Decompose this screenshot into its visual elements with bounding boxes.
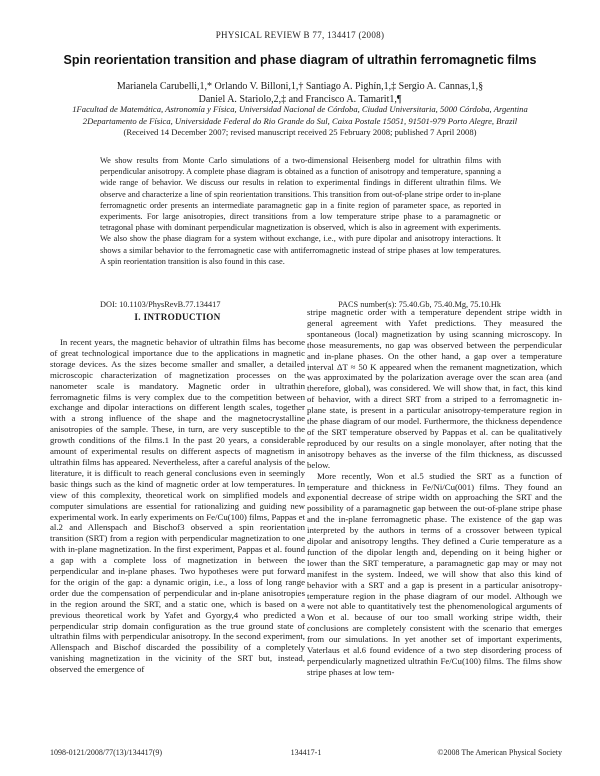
- abstract: We show results from Monte Carlo simulations of a two-dimensional Heisenberg model for ultrathin films with perpendicular anisotropy. A complete phase diagram is obtained as a function of anisotropy and temperature, spanning a wide range of behavior. We discuss our results in relation to experimental findings in different ultrathin films. We observe and characterize a line of spin reorientation transitions. This transition from out-of-plane stripe order to in-plane ferromagnetic order presents an intermediate paramagnetic gap in a finite region of parameter space, as reported in experiments. For large anisotropies, direct transitions from a low temperature stripe phase to a paramagnetic or tetragonal phase with dominant perpendicular magnetization is observed, which is also in agreement with experiments. We also show the phase diagram for a system without exchange, i.e., with pure dipolar and anisotropy interactions. It shows a similar behavior to the ferromagnetic case with antiferromagnetic instead of stripe phases at low temperatures. A spin reorientation transition is also found in this case.: [100, 156, 501, 266]
- journal-header: PHYSICAL REVIEW B 77, 134417 (2008): [215, 30, 385, 40]
- affiliation: 1Facultad de Matemática, Astronomía y Física, Universidad Nacional de Córdoba, Ciudad Universitaria, 5000 Córdoba, Argentina: [72, 104, 528, 114]
- author-line: Daniel A. Stariolo,2,‡ and Francisco A. Tamarit1,¶: [198, 94, 402, 105]
- body-paragraph: In recent years, the magnetic behavior of ultrathin films has become of great technological importance due to the applications in magnetic storage devices. As the sizes become smaller and smaller, a detailed microscopic characterization of magnetization processes on the nanometer scale is mandatory. Magnetic order in ultrathin ferromagnetic films is very complex due to the competition between exchange and dipolar interactions on different length scales, together with a strong influence of the shape and the magnetocrystalline anisotropies of the sample. These, in turn, are very susceptible to the growth conditions of the films.1 In the past 20 years, a considerable amount of experimental results on different aspects of magnetism in ultrathin films has appeared. Nevertheless, after a careful analysis of the literature, it is difficult to reach general conclusions even in seemingly basic things such as the kind of magnetic order at low temperatures. In view of this complexity, theoretical work on simplified models and computer simulations are essential for rationalizing and guiding new experimental work. In early experiments on Fe/Cu(100) films, Pappas et al.2 and Allenspach and Bischof3 observed a spin reorientation transition (SRT) from a region with perpendicular magnetization to one with in-plane magnetization. In the first experiment, Pappas et al. found a gap with a complete loss of magnetization in between the perpendicular and in-plane phases. Two hypotheses were put forward for the origin of the gap: a dynamic origin, i.e., a loss of long range order due the compensation of perpendicular and in-plane anisotropies in the region around the SRT, and a static one, which is based on a previous theoretical work by Yafet and Gyorgy,4 who predicted a perpendicular strip domain configuration as the true ground state of ultrathin films with perpendicular anisotropy. In the second experiment, Allenspach and Bischof discarded the possibility of a completely vanishing magnetization in the vicinity of the SRT but, instead, observed the emergence of: [50, 337, 305, 675]
- doi-link[interactable]: DOI: 10.1103/PhysRevB.77.134417: [100, 300, 221, 309]
- footer-code: 1098-0121/2008/77(13)/134417(9): [50, 748, 162, 757]
- author-list: [60, 80, 540, 106]
- author-line: Marianela Carubelli,1,* Orlando V. Billoni,1,† Santiago A. Pighín,1,‡ Sergio A. Cannas,1,§: [116, 81, 484, 92]
- section-heading: I. INTRODUCTION: [134, 312, 221, 322]
- right-column: [307, 307, 562, 678]
- affiliations: [40, 104, 560, 139]
- copyright: ©2008 The American Physical Society: [437, 748, 562, 757]
- body-paragraph: More recently, Won et al.5 studied the SRT as a function of temperature and thickness in Fe/Ni/Cu(001) films. They found an exponential decrease of stripe width on approaching the SRT and the possibility of a paramagnetic gap between the out-of-plane stripe phase and the in-plane ferromagnetic phase. The existence of the gap was interpreted by the authors in terms of a crossover between typical dipolar and anisotropy lengths. They defined a Curie temperature as a function of the dipolar length and, depending on it being higher or lower than the SRT temperature, a paramagnetic gap may or may not manifest in the system. Indeed, we will show that also this kind of behavior with a SRT and a gap is present in a particular anisotropy-temperature region in the phase diagram of our model. Although we were not able to quantitatively test the phenomenological arguments of Won et al. because of our too small working stripe width, their conclusions are completely consistent with the scenario that emerges from our simulations. In yet another set of important experiments, Vaterlaus et al.6 found evidence of a two step disordering process of perpendicularly magnetized ultrathin Fe/Cu(100) films. The films show stripe phases at low tem-: [307, 470, 562, 677]
- paper-title: Spin reorientation transition and phase diagram of ultrathin ferromagnetic films: [63, 53, 537, 67]
- affiliation: 2Departamento de Física, Universidade Federal do Rio Grande do Sul, Caixa Postale 15051, 91501-979 Porto Alegre, Brazil: [82, 115, 518, 126]
- body-paragraph: stripe magnetic order with a temperature dependent stripe width in general agreement with Yafet predictions. They measured the spontaneous (local) magnetization by using scanning microscopy. In those measurements, no gap was observed between the perpendicular and in-plane phases. On the other hand, a gap over a temperature interval ΔT ≈ 50 K appeared when the remanent magnetization, which was approximated by the polarization average over the scan area (and therefore, global), was considered. We will show that, in fact, this kind of behavior, with a direct SRT from a striped to a ferromagnetic in-plane state, is present in a particular anisotropy-temperature region in the phase diagram of our model. Furthermore, the thickness dependence of the SRT temperature observed by Pappas et al. can be qualitatively reproduced by our results on a single monolayer, after noting that the anisotropy behaves as the inverse of the film thickness, as discussed below.: [307, 307, 562, 470]
- pacs-numbers: PACS number(s): 75.40.Gb, 75.40.Mg, 75.10.Hk: [338, 300, 501, 309]
- page-number: 134417-1: [290, 748, 322, 757]
- left-column: [50, 307, 305, 675]
- received-dates: (Received 14 December 2007; revised manuscript received 25 February 2008; published 7 April 2008): [123, 127, 477, 137]
